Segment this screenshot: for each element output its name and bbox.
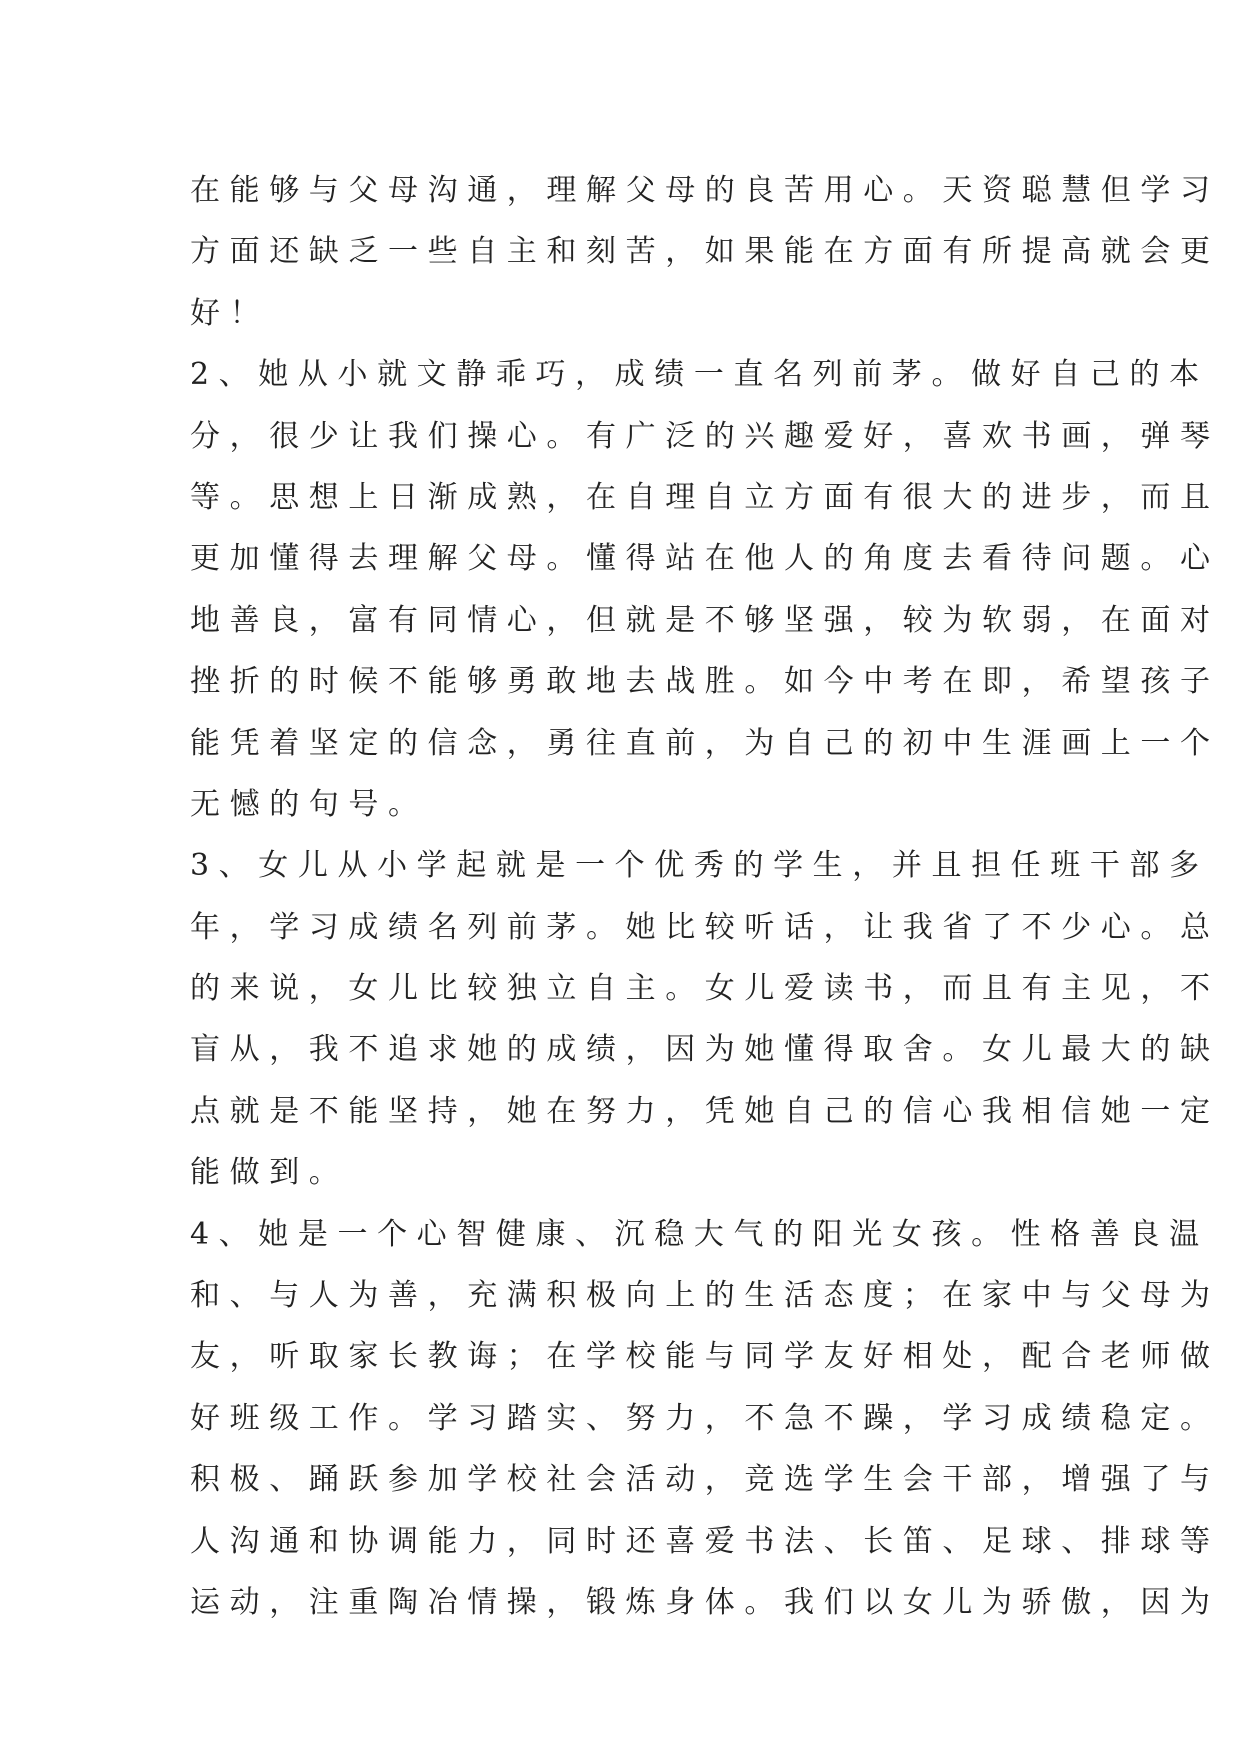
text-line: 4、她是一个心智健康、沉稳大气的阳光女孩。性格善良温: [190, 1216, 1209, 1252]
text-line: 积极、踊跃参加学校社会活动，竞选学生会干部，增强了与: [190, 1462, 1220, 1498]
text-line: 地善良，富有同情心，但就是不够坚强，较为软弱，在面对: [190, 602, 1220, 638]
text-line: 能凭着坚定的信念，勇往直前，为自己的初中生涯画上一个: [190, 725, 1220, 761]
text-line: 盲从，我不追求她的成绩，因为她懂得取舍。女儿最大的缺: [190, 1032, 1220, 1068]
text-line: 分，很少让我们操心。有广泛的兴趣爱好，喜欢书画，弹琴: [190, 418, 1220, 454]
text-line: 无憾的句号。: [190, 786, 428, 822]
text-line: 年，学习成绩名列前茅。她比较听话，让我省了不少心。总: [190, 909, 1220, 945]
text-line: 方面还缺乏一些自主和刻苦，如果能在方面有所提高就会更: [190, 234, 1220, 270]
body-text: [190, 160, 1220, 1633]
text-line: 2、她从小就文静乖巧，成绩一直名列前茅。做好自己的本: [190, 357, 1209, 393]
text-line: 友，听取家长教诲；在学校能与同学友好相处，配合老师做: [190, 1339, 1220, 1375]
text-line: 挫折的时候不能够勇敢地去战胜。如今中考在即，希望孩子: [190, 664, 1220, 700]
text-line: 更加懂得去理解父母。懂得站在他人的角度去看待问题。心: [190, 541, 1220, 577]
text-line: 3、女儿从小学起就是一个优秀的学生，并且担任班干部多: [190, 848, 1209, 884]
text-line: 等。思想上日渐成熟，在自理自立方面有很大的进步，而且: [190, 479, 1220, 515]
text-line: 能做到。: [190, 1155, 349, 1191]
text-line: 好班级工作。学习踏实、努力，不急不躁，学习成绩稳定。: [190, 1400, 1220, 1436]
text-line: 和、与人为善，充满积极向上的生活态度；在家中与父母为: [190, 1278, 1220, 1314]
text-line: 点就是不能坚持，她在努力，凭她自己的信心我相信她一定: [190, 1093, 1220, 1129]
text-line: 的来说，女儿比较独立自主。女儿爱读书，而且有主见，不: [190, 971, 1220, 1007]
text-line: 在能够与父母沟通，理解父母的良苦用心。天资聪慧但学习: [190, 173, 1220, 208]
text-line: 运动，注重陶冶情操，锻炼身体。我们以女儿为骄傲，因为: [190, 1584, 1220, 1620]
text-line: 好！: [190, 295, 270, 331]
text-line: 人沟通和协调能力，同时还喜爱书法、长笛、足球、排球等: [190, 1523, 1220, 1559]
